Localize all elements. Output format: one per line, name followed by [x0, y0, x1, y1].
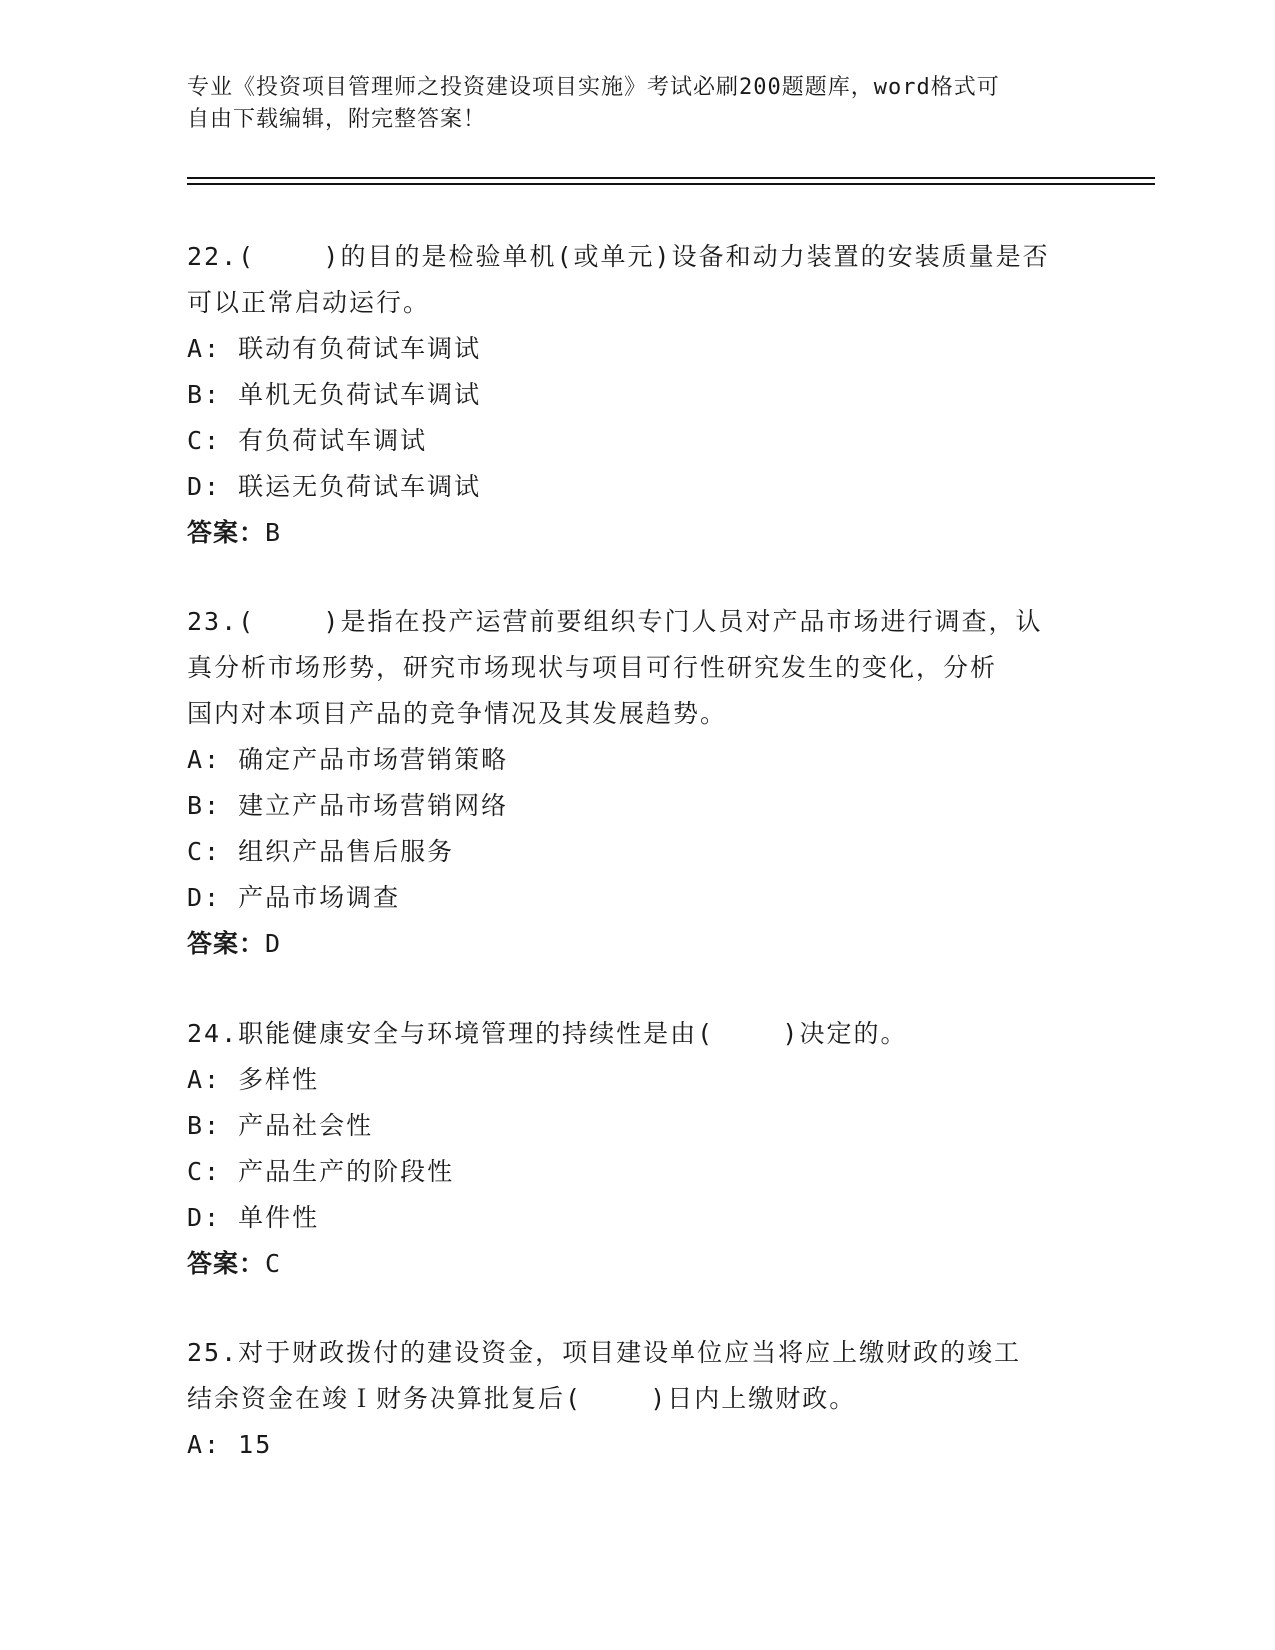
question-stem-line: 结余资金在竣Ｉ财务决算批复后( )日内上缴财政。: [187, 1384, 857, 1413]
answer-label: 答案：: [187, 518, 266, 547]
option-c: C: 有负荷试车调试: [187, 426, 428, 455]
question-stem-line: 23.( )是指在投产运营前要组织专门人员对产品市场进行调查，认: [187, 607, 1043, 636]
option-b: B: 单机无负荷试车调试: [187, 380, 482, 409]
question-25: [187, 1330, 1067, 1468]
question-stem-line: 可以正常启动运行。: [187, 288, 431, 317]
answer-value: B: [265, 518, 282, 547]
header-divider-top: [187, 177, 1155, 179]
question-stem-line: 22.( )的目的是检验单机(或单元)设备和动力装置的安装质量是否: [187, 242, 1050, 271]
answer-line: [187, 510, 1067, 556]
option-d: D: 产品市场调查: [187, 883, 401, 912]
option-a: A: 多样性: [187, 1065, 320, 1094]
option-d: D: 联运无负荷试车调试: [187, 472, 482, 501]
answer-value: D: [265, 929, 282, 958]
header-divider-bottom: [187, 183, 1155, 185]
option-c: C: 产品生产的阶段性: [187, 1157, 455, 1186]
option-a: A: 确定产品市场营销策略: [187, 745, 509, 774]
option-c: C: 组织产品售后服务: [187, 837, 455, 866]
answer-line: [187, 921, 1067, 967]
answer-value: C: [265, 1249, 282, 1278]
question-23: [187, 599, 1067, 967]
option-b: B: 产品社会性: [187, 1111, 374, 1140]
question-stem-line: 真分析市场形势，研究市场现状与项目可行性研究发生的变化，分析: [187, 653, 998, 682]
option-a: A: 15: [187, 1430, 273, 1459]
document-header: [187, 72, 1067, 136]
question-stem-line: 国内对本项目产品的竞争情况及其发展趋势。: [187, 699, 728, 728]
question-stem-line: 24.职能健康安全与环境管理的持续性是由( )决定的。: [187, 1019, 908, 1048]
answer-label: 答案：: [187, 929, 266, 958]
option-b: B: 建立产品市场营销网络: [187, 791, 509, 820]
header-line-1: 专业《投资项目管理师之投资建设项目实施》考试必刷200题题库，word格式可: [187, 75, 1000, 100]
header-line-2: 自由下载编辑，附完整答案！: [187, 107, 487, 132]
question-22: [187, 234, 1067, 556]
answer-label: 答案：: [187, 1249, 266, 1278]
answer-line: [187, 1241, 1067, 1287]
option-a: A: 联动有负荷试车调试: [187, 334, 482, 363]
option-d: D: 单件性: [187, 1203, 320, 1232]
question-stem-line: 25.对于财政拨付的建设资金，项目建设单位应当将应上缴财政的竣工: [187, 1338, 1022, 1367]
question-24: [187, 1011, 1067, 1287]
